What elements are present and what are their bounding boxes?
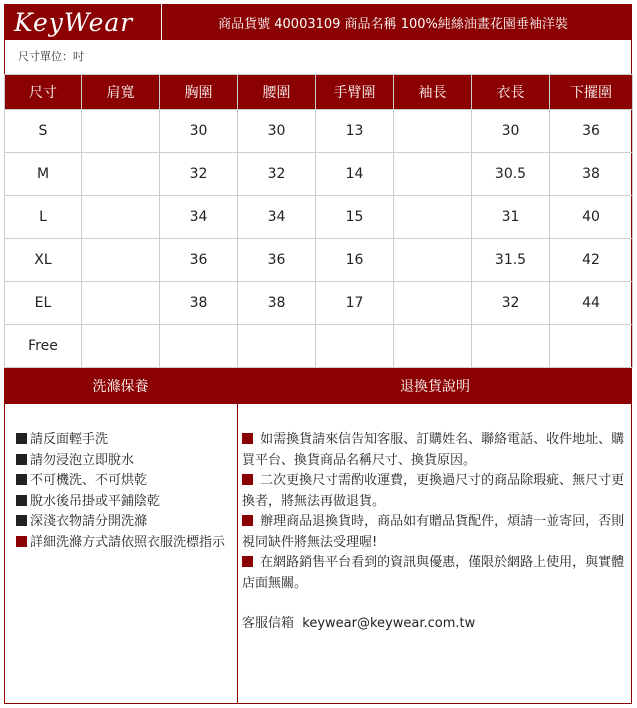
col-chest: 胸圍 (160, 75, 238, 110)
table-row (5, 196, 633, 239)
table-cell: EL (5, 282, 82, 325)
col-arm: 手臂圍 (316, 75, 394, 110)
bullet-square-icon (242, 433, 253, 444)
table-cell (394, 282, 472, 325)
table-cell: 36 (160, 239, 238, 282)
table-cell: 32 (160, 153, 238, 196)
table-cell: L (5, 196, 82, 239)
bullet-square-icon (242, 515, 253, 526)
table-cell: 42 (550, 239, 633, 282)
service-contact (242, 614, 626, 635)
list-item: 在網路銷售平台看到的資訊與優惠，僅限於網路上使用，與實體店面無關。 (242, 555, 625, 591)
table-cell: 30.5 (472, 153, 550, 196)
table-header-row (5, 75, 633, 110)
list-item: 請反面輕手洗 (8, 430, 234, 451)
table-cell: 32 (472, 282, 550, 325)
col-waist: 腰圍 (238, 75, 316, 110)
table-cell: 31.5 (472, 239, 550, 282)
table-cell: 15 (316, 196, 394, 239)
table-row (5, 282, 633, 325)
table-cell (394, 110, 472, 153)
table-cell (238, 325, 316, 368)
return-policy (242, 430, 626, 635)
table-cell: 34 (238, 196, 316, 239)
bullet-square-icon (16, 536, 27, 547)
bullet-square-icon (242, 474, 253, 485)
returns-section-title: 退換貨說明 (238, 368, 632, 404)
table-cell: 17 (316, 282, 394, 325)
table-cell (82, 325, 160, 368)
list-item: 如需換貨請來信告知客服、訂購姓名、聯絡電話、收件地址、購買平台、換貨商品名稱尺寸、換貨原因。 (242, 432, 625, 468)
bullet-square-icon (16, 454, 27, 465)
table-row (5, 153, 633, 196)
table-cell: 16 (316, 239, 394, 282)
list-item: 詳細洗滌方式請依照衣服洗標指示 (8, 533, 234, 554)
unit-label: 尺寸單位：吋 (18, 50, 84, 63)
table-cell: 13 (316, 110, 394, 153)
table-cell (160, 325, 238, 368)
table-cell: M (5, 153, 82, 196)
product-info: 商品貨號 40003109 商品名稱 100%純絲油畫花園垂袖洋裝 (218, 16, 568, 32)
table-cell (82, 153, 160, 196)
table-row (5, 325, 633, 368)
care-section-title: 洗滌保養 (4, 368, 237, 404)
table-cell: 30 (160, 110, 238, 153)
col-sleeve: 袖長 (394, 75, 472, 110)
bullet-square-icon (242, 556, 253, 567)
col-length: 衣長 (472, 75, 550, 110)
table-row (5, 239, 633, 282)
table-cell: 38 (160, 282, 238, 325)
list-item: 二次更換尺寸需酌收運費，更換過尺寸的商品除瑕疵、無尺寸更換者，將無法再做退貨。 (242, 473, 625, 509)
table-cell (472, 325, 550, 368)
list-item: 不可機洗、不可烘乾 (8, 471, 234, 492)
table-cell: 36 (550, 110, 633, 153)
section-divider (237, 368, 238, 704)
table-cell (550, 325, 633, 368)
list-item: 請勿浸泡立即脫水 (8, 451, 234, 472)
table-cell (82, 110, 160, 153)
table-cell: 32 (238, 153, 316, 196)
table-cell (394, 153, 472, 196)
table-cell: 31 (472, 196, 550, 239)
table-cell (394, 325, 472, 368)
col-hem: 下擺圍 (550, 75, 633, 110)
table-cell: 44 (550, 282, 633, 325)
table-cell: 36 (238, 239, 316, 282)
service-label: 客服信箱 (242, 616, 295, 631)
col-shoulder: 肩寬 (82, 75, 160, 110)
service-email[interactable]: keywear@keywear.com.tw (302, 616, 476, 631)
table-cell: 14 (316, 153, 394, 196)
table-cell: 38 (550, 153, 633, 196)
table-cell: XL (5, 239, 82, 282)
table-cell (316, 325, 394, 368)
brand-logo: KeyWear (4, 4, 162, 40)
header-bar (4, 4, 632, 40)
table-cell: 30 (238, 110, 316, 153)
table-cell (394, 196, 472, 239)
bullet-square-icon (16, 495, 27, 506)
table-row (5, 110, 633, 153)
bullet-square-icon (16, 474, 27, 485)
care-instructions (8, 430, 234, 553)
table-cell: 40 (550, 196, 633, 239)
table-cell (394, 239, 472, 282)
table-cell (82, 239, 160, 282)
table-cell: S (5, 110, 82, 153)
table-cell: 34 (160, 196, 238, 239)
table-cell (82, 282, 160, 325)
table-cell: Free (5, 325, 82, 368)
bullet-square-icon (16, 433, 27, 444)
table-cell: 38 (238, 282, 316, 325)
bullet-square-icon (16, 515, 27, 526)
col-size: 尺寸 (5, 75, 82, 110)
table-cell (82, 196, 160, 239)
table-cell: 30 (472, 110, 550, 153)
list-item: 深淺衣物請分開洗滌 (8, 512, 234, 533)
size-table (4, 74, 633, 368)
list-item: 脫水後吊掛或平鋪陰乾 (8, 492, 234, 513)
list-item: 辦理商品退換貨時，商品如有贈品貨配件，煩請一並寄回，否則視同缺件將無法受理喔! (242, 514, 625, 550)
